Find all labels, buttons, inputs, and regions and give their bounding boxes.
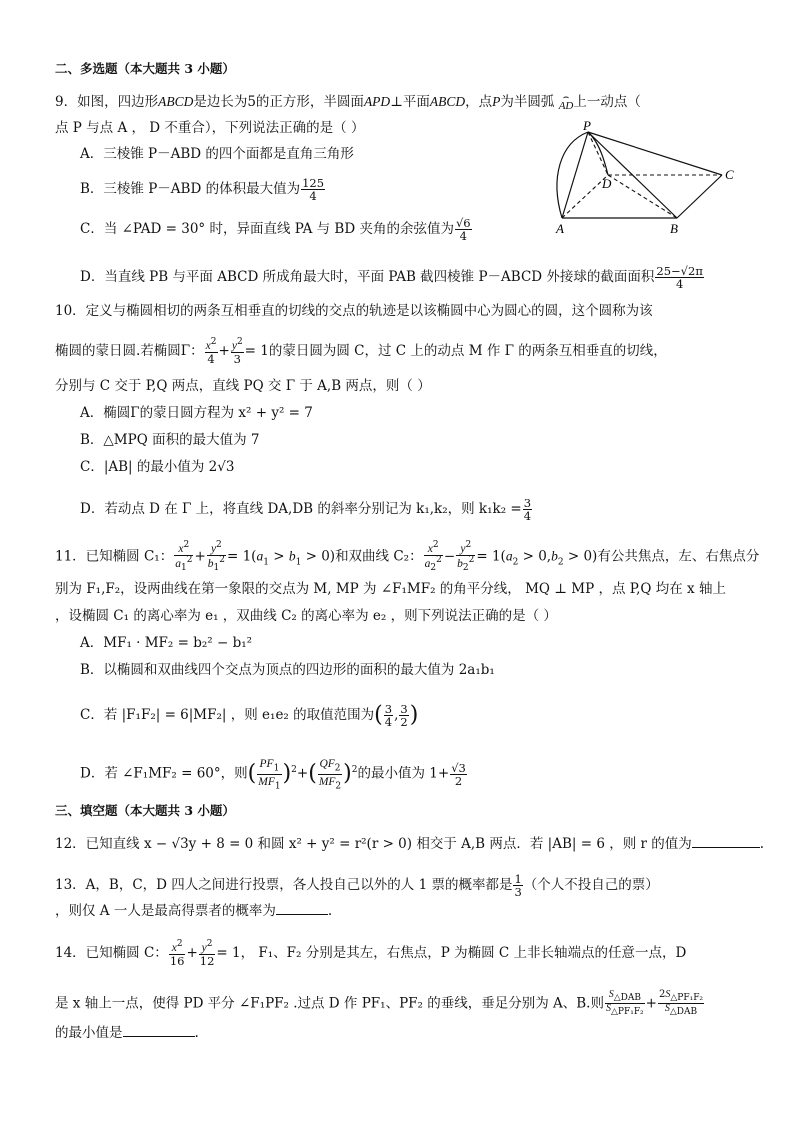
- q11-option-b: B．以椭圆和双曲线四个交点为顶点的四边形的面积的最大值为 2a₁b₁: [80, 662, 495, 678]
- q10-option-c: C．|AB| 的最小值为 2√3: [80, 459, 235, 475]
- q11-line1: 11．已知椭圆 C₁： $\frac{x^2}{a_1^2}$ + $\frac{y^2}{b_1^2}$ = $1(a_1 > b_1 > 0)$和双曲线 C₂： $\frac{x^2}{a_2^2}$ − $\frac{y^2}{b_2^2}$ = $1(a_2 > 0,b_2 > 0)$有公共焦点，左、右焦点分: [55, 540, 760, 574]
- label-a: A: [556, 221, 564, 236]
- label-c: C: [725, 167, 734, 182]
- q9-option-d: D．当直线 PB 与平面 ABCD 所成角最大时，平面 PAB 截四棱锥 P－ABCD 外接球的截面面积 $\frac{25-√2\pi}{4}$: [80, 264, 703, 292]
- q14-line2: 是 x 轴上一点，使得 PD 平分 ∠F₁PF₂ .过点 D 作 PF₁、PF₂ 的垂线，垂足分别为 A、B.则 $S_{\triangle DAB}$ $S_{\triangle PF_1F_2}$ + $2S_{\triangle PF_1F_2}$ $S_{\triangle DAB}$: [55, 989, 704, 1018]
- q11-option-d: D．若 ∠F₁MF₂ = 60°，则( $\frac{PF_1}{MF_1}$ )$^2$+( $\frac{QF_2}{MF_2}$ )$^2$的最小值为 1+ $\frac{√3}{2}$: [80, 758, 466, 792]
- pyramid-figure: [550, 118, 750, 243]
- q9-option-a: A．三棱锥 P－ABD 的四个面都是直角三角形: [80, 146, 354, 162]
- q9-option-b: B．三棱锥 P－ABD 的体积最大值为 $\frac{125}{4}$: [80, 176, 325, 204]
- q9-option-c: C．当 ∠PAD = 30° 时，异面直线 PA 与 BD 夹角的余弦值为 $\frac{√6}{4}$: [80, 216, 471, 244]
- label-p: P: [583, 118, 591, 133]
- q12-text: 12．已知直线 x − √3y + 8 = 0 和圆 x² + y² = r²(r > 0) 相交于 A,B 两点．若 |AB| = 6 ，则 r 的值为 .: [55, 836, 765, 852]
- label-d: D: [602, 176, 612, 191]
- q13-answer-blank[interactable]: [276, 914, 328, 915]
- q10-line2: 椭圆的蒙日圆.若椭圆Γ： $\frac{x^2}{4}$ + $\frac{y^2}{3}$ = 1的蒙日圆为圆 C，过 C 上的动点 M 作 Γ 的两条互相垂直的切线，: [55, 337, 667, 366]
- q13-line1: 13．A，B，C，D 四人之间进行投票，各人投自己以外的人 1 票的概率都是 $\frac{1}{3}$ （个人不投自己的票）: [55, 872, 659, 900]
- q11-option-a: A．MF₁ · MF₂ = b₂² − b₁²: [80, 635, 253, 651]
- q9-line2: 点 P 与点 A ， D 不重合），下列说法正确的是（ ）: [55, 120, 365, 136]
- q14-line1: 14．已知椭圆 C： $\frac{x^2}{16}$ + $\frac{y^2}{12}$ = 1， F₁、F₂ 分别是其左，右焦点，P 为椭圆 C 上非长轴端点的任意一点，D: [55, 939, 687, 968]
- q10-line1: 10．定义与椭圆相切的两条互相垂直的切线的交点的轨迹是以该椭圆中心为圆心的圆，这个圆称为该: [55, 303, 653, 319]
- label-b: B: [670, 221, 678, 236]
- q11-line2: 别为 F₁,F₂，设两曲线在第一象限的交点为 M, MP 为 ∠F₁MF₂ 的角平分线， MQ ⊥ MP ，点 P,Q 均在 x 轴上: [55, 581, 726, 597]
- edge-pd: [588, 132, 608, 175]
- q13-line2: ，则仅 A 一人是最高得票者的概率为 .: [55, 903, 333, 919]
- q11-option-c: C．若 |F₁F₂| = 6|MF₂| ，则 e₁e₂ 的取值范围为( $\frac{3}{4}$ , $\frac{3}{2}$ ): [80, 702, 419, 730]
- q12-answer-blank[interactable]: [692, 847, 760, 848]
- q10-option-d: D．若动点 D 在 Γ 上，将直线 DA,DB 的斜率分别记为 k₁,k₂，则 k₁k₂ = $\frac{3}{4}$: [80, 496, 532, 524]
- q10-option-a: A．椭圆Γ的蒙日圆方程为 x² + y² = 7: [80, 405, 313, 421]
- edge-pa: [562, 132, 588, 218]
- edge-pb: [588, 132, 677, 218]
- semicircle-arc: [557, 132, 588, 218]
- edge-pc: [588, 132, 722, 175]
- q11-line3: ，设椭圆 C₁ 的离心率为 e₁ ，双曲线 C₂ 的离心率为 e₂ ，则下列说法正确的是（ ）: [55, 608, 557, 624]
- q9-line1: 9．如图，四边形ABCD是边长为5的正方形，半圆面APD⊥平面ABCD，点P为半圆弧 ⌢ AD上一动点（: [55, 92, 641, 112]
- diag-bd: [608, 175, 677, 218]
- q10-line3: 分别与 C 交于 P,Q 两点，直线 PQ 交 Γ 于 A,B 两点，则（ ）: [55, 378, 431, 394]
- q10-option-b: B．△MPQ 面积的最大值为 7: [80, 432, 260, 448]
- q14-line3: 的最小值是 .: [55, 1025, 199, 1041]
- edge-bc: [677, 175, 722, 218]
- section-multi-heading: 二、多选题（本大题共 3 小题）: [55, 61, 235, 76]
- q14-answer-blank[interactable]: [123, 1036, 195, 1037]
- section-fill-heading: 三、填空题（本大题共 3 小题）: [55, 803, 235, 818]
